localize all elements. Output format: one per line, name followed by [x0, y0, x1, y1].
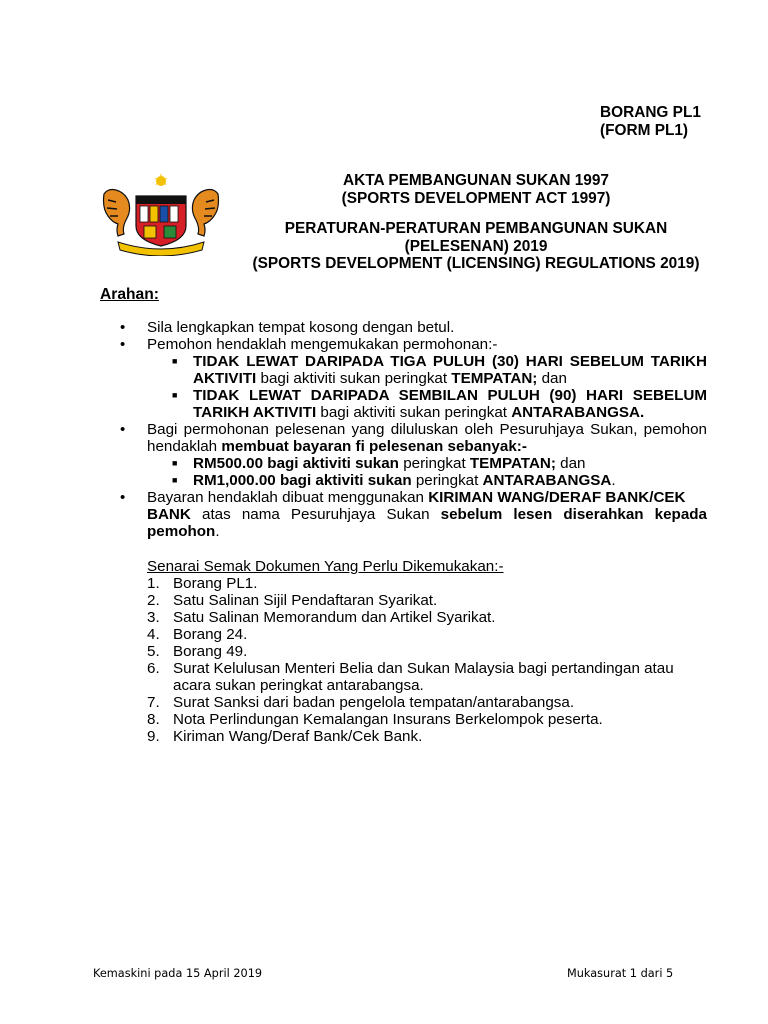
bullet-icon: •	[120, 336, 126, 353]
emphasis-text: ANTARABANGSA	[482, 472, 612, 489]
checklist-title: Senarai Semak Dokumen Yang Perlu Dikemukakan:-	[147, 558, 504, 575]
checklist-item: Satu Salinan Sijil Pendaftaran Syarikat.	[173, 592, 438, 609]
instruction-2-sub-2-line-2	[193, 404, 644, 421]
instruction-3-line-2	[147, 438, 527, 455]
malaysia-coat-of-arms-icon	[98, 172, 224, 256]
emphasis-text: ANTARABANGSA.	[511, 404, 645, 421]
footer-page-number: Mukasurat 1 dari 5	[567, 967, 674, 980]
instruction-3-line-1: Bagi permohonan pelesenan yang diluluskan oleh Pesuruhjaya Sukan, pemohon	[147, 421, 707, 438]
square-bullet-icon: ■	[172, 475, 178, 485]
body-text: peringkat	[411, 472, 483, 489]
instruction-2: Pemohon hendaklah mengemukakan permohonan:-	[147, 336, 498, 353]
checklist-number: 2.	[147, 592, 160, 609]
emphasis-text: RM1,000.00 bagi aktiviti sukan	[193, 472, 412, 489]
emphasis-text: KIRIMAN WANG/DERAF BANK/CEK	[428, 489, 686, 506]
act-title-en: (SPORTS DEVELOPMENT ACT 1997)	[341, 189, 611, 207]
checklist-item: Borang PL1.	[173, 575, 258, 592]
act-title	[236, 172, 716, 207]
form-code-en: (FORM PL1)	[600, 122, 689, 139]
act-title-ms: AKTA PEMBANGUNAN SUKAN 1997	[343, 172, 609, 189]
emphasis-text: pemohon	[147, 523, 216, 540]
instruction-2-sub-2-line-1: TIDAK LEWAT DARIPADA SEMBILAN PULUH (90) HARI SEBELUM	[193, 387, 707, 404]
body-text: dan	[537, 370, 567, 387]
regulations-title	[236, 220, 716, 273]
checklist-item: Borang 24.	[173, 626, 248, 643]
regulations-line-3: (SPORTS DEVELOPMENT (LICENSING) REGULATIONS 2019)	[252, 255, 700, 272]
emphasis-text: TEMPATAN;	[469, 455, 556, 472]
body-text: bagi aktiviti sukan peringkat	[316, 404, 512, 421]
emphasis-text: TARIKH AKTIVITI	[193, 404, 317, 421]
body-text: .	[611, 472, 616, 489]
emphasis-text: AKTIVITI	[193, 370, 257, 387]
instruction-4-line-1	[147, 489, 686, 506]
checklist-item: Nota Perlindungan Kemalangan Insurans Berkelompok peserta.	[173, 711, 603, 728]
checklist-number: 1.	[147, 575, 160, 592]
checklist-number: 6.	[147, 660, 160, 677]
checklist-number: 4.	[147, 626, 160, 643]
square-bullet-icon: ■	[172, 390, 178, 400]
checklist-number: 8.	[147, 711, 160, 728]
square-bullet-icon: ■	[172, 356, 178, 366]
body-text: peringkat	[398, 455, 470, 472]
instruction-4-line-3	[147, 523, 220, 540]
bullet-icon: •	[120, 489, 126, 506]
emphasis-text: TEMPATAN;	[451, 370, 538, 387]
emphasis-text: sebelum lesen diserahkan kepada	[440, 506, 707, 523]
checklist-item: Kiriman Wang/Deraf Bank/Cek Bank.	[173, 728, 423, 745]
checklist-item: Satu Salinan Memorandum dan Artikel Syarikat.	[173, 609, 496, 626]
body-text: Bayaran hendaklah dibuat menggunakan	[147, 489, 429, 506]
footer-updated-date: Kemaskini pada 15 April 2019	[93, 967, 263, 980]
checklist-item: Surat Kelulusan Menteri Belia dan Sukan Malaysia bagi pertandingan atau	[173, 660, 674, 677]
body-text: .	[215, 523, 220, 540]
regulations-line-1: PERATURAN-PERATURAN PEMBANGUNAN SUKAN	[284, 220, 668, 237]
bullet-icon: •	[120, 421, 126, 438]
emphasis-text: RM500.00 bagi aktiviti sukan	[193, 455, 399, 472]
instruction-1: Sila lengkapkan tempat kosong dengan betul.	[147, 319, 455, 336]
checklist-item-continuation: acara sukan peringkat antarabangsa.	[173, 677, 424, 694]
form-code-ms: BORANG PL1	[600, 104, 701, 121]
checklist-item: Borang 49.	[173, 643, 248, 660]
body-text: bagi aktiviti sukan peringkat	[256, 370, 452, 387]
checklist-number: 9.	[147, 728, 160, 745]
checklist-number: 7.	[147, 694, 160, 711]
form-code	[600, 104, 701, 140]
checklist-number: 3.	[147, 609, 160, 626]
instruction-2-sub-1-line-2	[193, 370, 567, 387]
checklist-item: Surat Sanksi dari badan pengelola tempatan/antarabangsa.	[173, 694, 575, 711]
emphasis-text: BANK	[147, 506, 191, 523]
bullet-icon: •	[120, 319, 126, 336]
instruction-2-sub-1-line-1: TIDAK LEWAT DARIPADA TIGA PULUH (30) HARI SEBELUM TARIKH	[193, 353, 707, 370]
instruction-3-sub-2	[193, 472, 616, 489]
instruction-3-sub-1	[193, 455, 586, 472]
instruction-4-line-2	[147, 506, 707, 523]
square-bullet-icon: ■	[172, 458, 178, 468]
body-text: atas nama Pesuruhjaya Sukan	[190, 506, 441, 523]
emphasis-text: membuat bayaran fi pelesenan sebanyak:-	[221, 438, 527, 455]
checklist-number: 5.	[147, 643, 160, 660]
body-text: hendaklah	[147, 438, 222, 455]
body-text: dan	[555, 455, 586, 472]
instructions-heading: Arahan:	[100, 286, 159, 303]
regulations-line-2: (PELESENAN) 2019	[404, 237, 548, 255]
